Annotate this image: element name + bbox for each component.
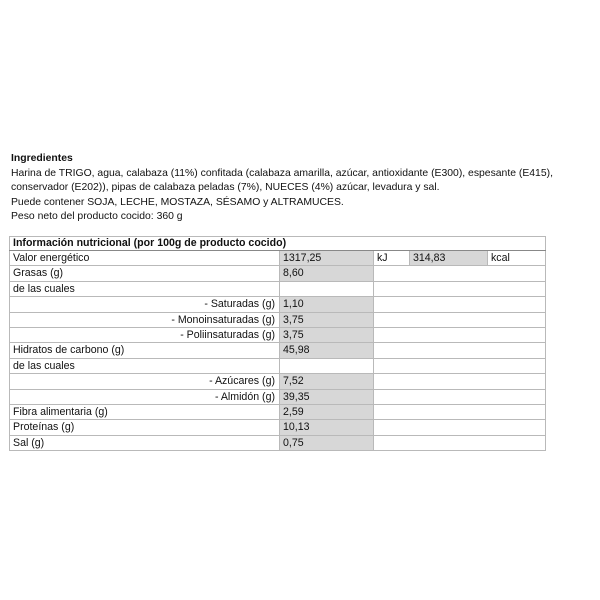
nutrient-label: de las cuales (10, 281, 280, 296)
nutrient-value: 7,52 (280, 374, 374, 389)
nutrient-row (10, 435, 546, 450)
nutrient-label: - Monoinsaturadas (g) (10, 312, 280, 327)
empty-cell (374, 297, 546, 312)
nutrient-label: Grasas (g) (10, 266, 280, 281)
nutrient-value: 39,35 (280, 389, 374, 404)
nutrient-value: 1,10 (280, 297, 374, 312)
nutrient-row (10, 266, 546, 281)
nutrient-value: 3,75 (280, 328, 374, 343)
nutrient-value (280, 281, 374, 296)
empty-cell (374, 435, 546, 450)
empty-cell (374, 358, 546, 373)
nutrient-label: Sal (g) (10, 435, 280, 450)
energy-kj-value: 1317,25 (280, 251, 374, 266)
energy-label: Valor energético (10, 251, 280, 266)
empty-cell (374, 374, 546, 389)
nutrient-value: 45,98 (280, 343, 374, 358)
net-weight: Peso neto del producto cocido: 360 g (11, 211, 183, 223)
nutrition-title: Información nutricional (por 100g de producto cocido) (10, 237, 546, 251)
nutrition-rows (10, 266, 546, 451)
nutrient-value (280, 358, 374, 373)
nutrient-value: 3,75 (280, 312, 374, 327)
nutrient-row (10, 328, 546, 343)
nutrition-title-row (10, 237, 546, 251)
nutrient-label: - Azúcares (g) (10, 374, 280, 389)
empty-cell (374, 343, 546, 358)
energy-kcal-unit: kcal (488, 251, 546, 266)
empty-cell (374, 389, 546, 404)
nutrient-row (10, 405, 546, 420)
nutrition-table (9, 236, 546, 451)
nutrient-label: - Poliinsaturadas (g) (10, 328, 280, 343)
nutrient-label: de las cuales (10, 358, 280, 373)
empty-cell (374, 266, 546, 281)
ingredients-line: conservador (E202)), pipas de calabaza peladas (7%), NUECES (4%) azúcar, levadura y sal. (11, 182, 440, 194)
nutrient-label: - Almidón (g) (10, 389, 280, 404)
nutrient-row (10, 374, 546, 389)
empty-cell (374, 312, 546, 327)
nutrient-label: - Saturadas (g) (10, 297, 280, 312)
energy-kj-unit: kJ (374, 251, 410, 266)
nutrient-row (10, 358, 546, 373)
nutrient-value: 8,60 (280, 266, 374, 281)
nutrient-row (10, 281, 546, 296)
empty-cell (374, 420, 546, 435)
nutrient-value: 0,75 (280, 435, 374, 450)
nutrient-row (10, 297, 546, 312)
ingredients-heading: Ingredientes (11, 153, 73, 164)
energy-kcal-value: 314,83 (410, 251, 488, 266)
nutrient-label: Hidratos de carbono (g) (10, 343, 280, 358)
empty-cell (374, 405, 546, 420)
empty-cell (374, 328, 546, 343)
nutrient-row (10, 389, 546, 404)
nutrient-row (10, 420, 546, 435)
nutrient-label: Proteínas (g) (10, 420, 280, 435)
allergen-warning: Puede contener SOJA, LECHE, MOSTAZA, SÉSAMO y ALTRAMUCES. (11, 196, 344, 208)
nutrient-value: 2,59 (280, 405, 374, 420)
empty-cell (374, 281, 546, 296)
nutrient-row (10, 343, 546, 358)
energy-row (10, 251, 546, 266)
nutrient-label: Fibra alimentaria (g) (10, 405, 280, 420)
ingredients-line: Harina de TRIGO, agua, calabaza (11%) confitada (calabaza amarilla, azúcar, antioxidante (E300), espesante (E415), (11, 167, 553, 179)
nutrient-value: 10,13 (280, 420, 374, 435)
nutrient-row (10, 312, 546, 327)
ingredients-section (11, 152, 599, 225)
